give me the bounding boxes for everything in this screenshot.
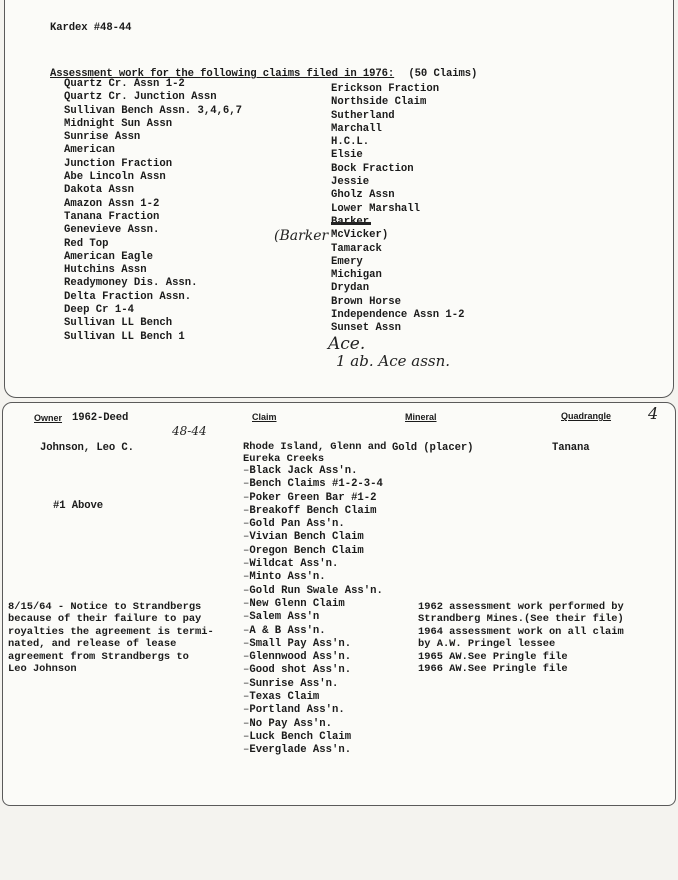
termination-notice xyxy=(8,601,214,675)
claim-item-label: Jessie xyxy=(331,176,370,189)
claim-item xyxy=(331,189,465,202)
check-mark-icon: – xyxy=(243,491,250,504)
owner-date: 1962-Deed xyxy=(72,412,129,424)
handwritten-ace-assn: 1 ab. Ace assn. xyxy=(336,352,451,370)
claim-item-label: Emery xyxy=(331,255,363,268)
claim-item xyxy=(64,291,242,304)
claim-header: Claim xyxy=(252,412,277,422)
claim-item xyxy=(331,136,465,149)
claim-item xyxy=(331,309,465,322)
check-mark-icon: – xyxy=(243,744,250,757)
assessment-line: 1966 AW.See Pringle file xyxy=(418,663,568,676)
claim-item xyxy=(64,198,242,211)
claim-entry-label: Portland Ass'n. xyxy=(249,704,345,717)
claim-entry xyxy=(243,478,383,491)
claim-location: Rhode Island, Glenn and Eureka Creeks xyxy=(243,441,387,466)
claim-item-label: Junction Fraction xyxy=(64,157,173,170)
claim-item xyxy=(331,203,465,216)
claim-entry xyxy=(243,744,383,757)
claim-item xyxy=(331,296,465,309)
claim-item-label: Dakota Assn xyxy=(64,184,134,197)
claim-entry xyxy=(243,678,383,691)
claim-item xyxy=(64,131,242,144)
check-mark-icon: – xyxy=(243,717,250,730)
notice-line: because of their failure to pay xyxy=(8,613,202,626)
claim-item xyxy=(331,243,465,256)
quadrangle-header: Quadrangle xyxy=(561,411,612,421)
claim-item xyxy=(64,277,242,290)
claim-item xyxy=(331,96,465,109)
claim-item xyxy=(64,105,242,118)
claim-entry xyxy=(243,638,383,651)
claim-item xyxy=(64,304,242,317)
handwritten-ace: Ace. xyxy=(328,334,366,354)
claim-entry xyxy=(243,545,383,558)
claim-entry xyxy=(243,625,383,638)
claim-item xyxy=(64,171,242,184)
assessment-heading-text: Assessment work for the following claims filed in 1976: xyxy=(50,68,395,80)
claim-entry-label: Everglade Ass'n. xyxy=(249,744,352,757)
claim-item xyxy=(331,149,465,162)
claim-item xyxy=(64,211,242,224)
owner-header: Owner xyxy=(34,413,63,423)
claim-entry-label: Poker Green Bar #1-2 xyxy=(249,491,377,504)
claim-item-label: Hutchins Assn xyxy=(64,264,147,277)
claim-item-label: Brown Horse xyxy=(331,295,401,308)
claim-entry xyxy=(243,465,383,478)
claim-entry xyxy=(243,611,383,624)
claim-item-label: Sunset Assn xyxy=(331,322,401,335)
claim-item xyxy=(331,83,465,96)
claim-entry xyxy=(243,492,383,505)
assessment-line: 1962 assessment work performed by xyxy=(418,601,624,613)
claim-entry-label: Salem Ass'n xyxy=(249,611,320,624)
owner-name: Johnson, Leo C. xyxy=(40,442,134,454)
claim-item-label: Amazon Assn 1-2 xyxy=(64,197,160,210)
claim-item-label: Abe Lincoln Assn xyxy=(64,171,166,184)
claim-item-label: Gholz Assn xyxy=(331,189,395,202)
claim-item-label: Quartz Cr. Assn 1-2 xyxy=(64,78,185,90)
claim-entry-label: Good shot Ass'n. xyxy=(249,664,352,677)
claim-entry-label: No Pay Ass'n. xyxy=(249,717,333,730)
check-mark-icon: – xyxy=(243,691,250,704)
notice-line: nated, and release of lease xyxy=(8,638,177,651)
claim-item-label: Red Top xyxy=(64,237,109,250)
notice-line: 8/15/64 - Notice to Strandbergs xyxy=(8,601,202,613)
claim-item xyxy=(64,317,242,330)
claim-item xyxy=(64,118,242,131)
claim-entry xyxy=(243,718,383,731)
claim-item-label: Bock Fraction xyxy=(331,162,414,175)
claim-item xyxy=(64,251,242,264)
claim-item xyxy=(331,110,465,123)
claim-entry-label: Glennwood Ass'n. xyxy=(249,651,352,664)
assessment-line: by A.W. Pringel lessee xyxy=(418,638,556,651)
claim-entry xyxy=(243,731,383,744)
claim-item-label: Elsie xyxy=(331,149,363,162)
claim-entry xyxy=(243,598,383,611)
assessment-line: Strandberg Mines.(See their file) xyxy=(418,613,624,626)
claim-item-label: Drydan xyxy=(331,282,370,295)
claim-entry xyxy=(243,571,383,584)
claim-entry-label: Sunrise Ass'n. xyxy=(249,677,339,690)
claim-item xyxy=(331,176,465,189)
check-mark-icon: – xyxy=(243,624,250,637)
claim-entry-label: Minto Ass'n. xyxy=(249,571,326,584)
assessment-line: 1965 AW.See Pringle file xyxy=(418,650,568,663)
check-mark-icon: – xyxy=(243,504,250,517)
claim-item-label: American xyxy=(64,144,115,157)
handwritten-kardex: 48-44 xyxy=(172,424,207,438)
check-mark-icon: – xyxy=(243,611,250,624)
claim-entry-label: Black Jack Ass'n. xyxy=(249,465,358,477)
claim-entry xyxy=(243,518,383,531)
notice-line: agreement from Strandbergs to xyxy=(8,650,189,663)
claim-entry-label: A & B Ass'n. xyxy=(249,624,326,637)
claim-item-label: Erickson Fraction xyxy=(331,83,440,95)
assessment-notes xyxy=(418,601,624,675)
check-mark-icon: – xyxy=(243,465,250,477)
check-mark-icon: – xyxy=(243,544,250,557)
claim-item-label: Sullivan LL Bench xyxy=(64,317,173,330)
check-mark-icon: – xyxy=(243,558,250,571)
check-mark-icon: – xyxy=(243,730,250,743)
claim-item-label: Sullivan LL Bench 1 xyxy=(64,330,185,343)
claim-item-label: Tanana Fraction xyxy=(64,210,160,223)
claim-entry xyxy=(243,664,383,677)
check-mark-icon: – xyxy=(243,651,250,664)
claim-entry-label: Small Pay Ass'n. xyxy=(249,637,352,650)
claims-list xyxy=(243,465,383,758)
check-mark-icon: – xyxy=(243,637,250,650)
claim-item xyxy=(64,264,242,277)
claim-item-label: Sunrise Assn xyxy=(64,131,141,144)
claim-item xyxy=(64,91,242,104)
claim-entry-label: Gold Run Swale Ass'n. xyxy=(249,584,383,597)
claim-item xyxy=(331,269,465,282)
handwritten-quad-mark: 4 xyxy=(648,404,659,423)
mineral-value: Gold (placer) xyxy=(392,442,474,454)
claim-item-label: Delta Fraction Assn. xyxy=(64,290,192,303)
check-mark-icon: – xyxy=(243,531,250,544)
claim-item-label: Northside Claim xyxy=(331,96,427,109)
claim-entry xyxy=(243,691,383,704)
claim-item-label: Genevieve Assn. xyxy=(64,224,160,237)
right-claims-list xyxy=(331,83,465,336)
claim-item-label: Readymoney Dis. Assn. xyxy=(64,277,198,290)
claim-item xyxy=(331,256,465,269)
quadrangle-value: Tanana xyxy=(552,442,590,454)
claim-item xyxy=(64,238,242,251)
check-mark-icon: – xyxy=(243,584,250,597)
claim-item xyxy=(331,163,465,176)
claim-item-label: Quartz Cr. Junction Assn xyxy=(64,91,217,104)
claim-item xyxy=(64,331,242,344)
claim-entry-label: New Glenn Claim xyxy=(249,597,345,610)
check-mark-icon: – xyxy=(243,518,250,531)
above-reference: #1 Above xyxy=(53,500,104,512)
check-mark-icon: – xyxy=(243,664,250,677)
claim-entry xyxy=(243,651,383,664)
assessment-line: 1964 assessment work on all claim xyxy=(418,625,624,638)
claim-entry xyxy=(243,505,383,518)
strikethrough-mark xyxy=(331,222,371,225)
claim-entry xyxy=(243,558,383,571)
check-mark-icon: – xyxy=(243,571,250,584)
notice-line: royalties the agreement is termi- xyxy=(8,625,214,638)
claim-item xyxy=(64,184,242,197)
claim-item-label: H.C.L. xyxy=(331,136,370,149)
check-mark-icon: – xyxy=(243,478,250,491)
mineral-header: Mineral xyxy=(405,412,437,422)
claim-item xyxy=(64,224,242,237)
claim-item-label: Michigan xyxy=(331,269,382,282)
claim-item xyxy=(64,78,242,91)
claim-entry-label: Texas Claim xyxy=(249,691,320,704)
claim-item xyxy=(331,229,465,242)
claim-entry xyxy=(243,704,383,717)
claim-item-label: Tamarack xyxy=(331,242,382,255)
claim-entry-label: Oregon Bench Claim xyxy=(249,544,364,557)
claim-item-label: Sullivan Bench Assn. 3,4,6,7 xyxy=(64,104,243,117)
claim-item-label: Sutherland xyxy=(331,109,395,122)
claim-item-label: Marchall xyxy=(331,122,382,135)
claim-item-label: Independence Assn 1-2 xyxy=(331,309,465,322)
left-claims-list xyxy=(64,78,242,344)
handwritten-barker: (Barker xyxy=(274,228,329,244)
kardex-number: Kardex #48-44 xyxy=(50,22,132,34)
claim-item-label: Deep Cr 1-4 xyxy=(64,304,134,317)
claim-item xyxy=(64,144,242,157)
claim-item-label: Lower Marshall xyxy=(331,202,421,215)
claim-item xyxy=(64,158,242,171)
claim-item-label: Midnight Sun Assn xyxy=(64,117,173,130)
claim-entry xyxy=(243,531,383,544)
claim-entry-label: Breakoff Bench Claim xyxy=(249,504,377,517)
claim-item-label: American Eagle xyxy=(64,250,154,263)
claim-entry-label: Luck Bench Claim xyxy=(249,730,352,743)
check-mark-icon: – xyxy=(243,677,250,690)
claims-count: (50 Claims) xyxy=(408,68,478,80)
claim-item xyxy=(331,282,465,295)
notice-line: Leo Johnson xyxy=(8,663,77,676)
claim-item-label: McVicker) xyxy=(331,229,389,242)
claim-entry-label: Bench Claims #1-2-3-4 xyxy=(249,478,383,491)
claim-entry xyxy=(243,585,383,598)
check-mark-icon: – xyxy=(243,597,250,610)
check-mark-icon: – xyxy=(243,704,250,717)
claim-entry-label: Vivian Bench Claim xyxy=(249,531,364,544)
claim-entry-label: Wildcat Ass'n. xyxy=(249,558,339,571)
claim-entry-label: Gold Pan Ass'n. xyxy=(249,518,345,531)
claim-item xyxy=(331,123,465,136)
